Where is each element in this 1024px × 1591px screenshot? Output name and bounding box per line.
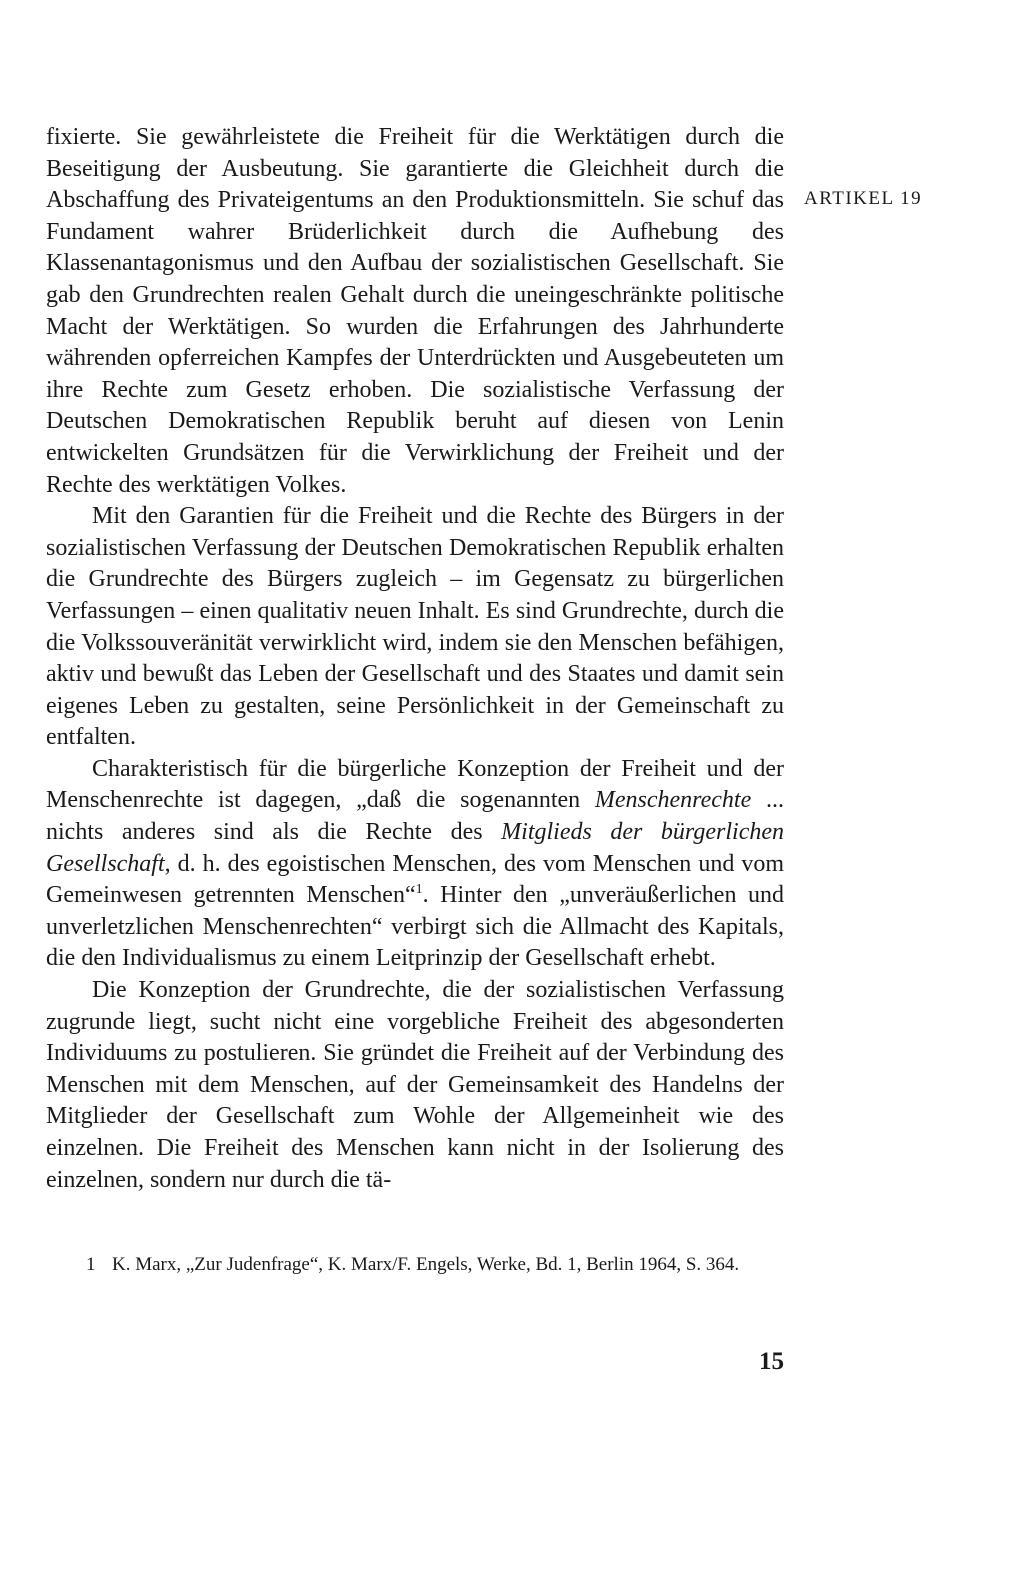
paragraph-text: Die Konzeption der Grundrechte, die der sozialistischen Verfassung zugrunde liegt, sucht nicht eine vorgebliche Freiheit des abgesonderten Individuums zu postulieren. Sie gründet die Freiheit auf der Verbindung des Menschen mit dem Menschen, auf der Gemeinsamkeit des Handelns der Mitglieder der Gesellschaft zum Wohle der Allgemeinheit wie des einzelnen. Die Freiheit des Menschen kann nicht in der Isolierung des einzelnen, sondern nur durch die tä- xyxy=(46,977,784,1193)
paragraph-text: Mit den Garantien für die Freiheit und die Rechte des Bürgers in der sozialistischen Verfassung der Deutschen Demokratischen Republik erhalten die Grundrechte des Bürgers zugleich – im Gegensatz zu bürgerlichen Verfassungen – einen qualitativ neuen Inhalt. Es sind Grundrechte, durch die die Volkssouveränität verwirklicht wird, indem sie den Menschen befähigen, aktiv und bewußt das Leben der Gesellschaft und des Staates und damit sein eigenes Leben zu gestalten, seine Persönlichkeit in der Gemeinschaft zu entfalten. xyxy=(46,503,784,751)
page-number: 15 xyxy=(759,1348,784,1375)
paragraph-text: . Hinter den „unveräußerlichen und unverletzlichen Menschenrechten“ verbirgt sich die Allmacht des Kapitals, die den Individualismus zu einem Leitprinzip der Gesellschaft erhebt. xyxy=(46,882,785,972)
paragraph-text: fixierte. Sie gewährleistete die Freiheit für die Werktätigen durch die Beseitigung der Ausbeutung. Sie garantierte die Gleichheit durch die Abschaffung des Privateigentums an den Produktionsmitteln. Sie schuf das Fundament wahrer Brüderlichkeit durch die Aufhebung des Klassenantagonismus und den Aufbau der sozialistischen Gesellschaft. Sie gab den Grundrechten realen Gehalt durch die uneingeschränkte politische Macht der Werktätigen. So wurden die Erfahrungen des Jahrhunderte währenden opferreichen Kampfes der Unterdrückten und Ausgebeuteten um ihre Rechte zum Gesetz erhoben. Die sozialistische Verfassung der Deutschen Demokratischen Republik beruht auf diesen von Lenin entwickelten Grundsätzen für die Verwirklichung der Freiheit und der Rechte des werktätigen Volkes. xyxy=(46,124,784,498)
footnote xyxy=(46,1250,784,1279)
paragraph-1 xyxy=(46,122,784,501)
paragraph-2 xyxy=(46,501,784,754)
paragraph-3 xyxy=(46,754,784,975)
footnote-ref[interactable]: 1 xyxy=(415,882,423,898)
footnote-text: K. Marx, „Zur Judenfrage“, K. Marx/F. Engels, Werke, Bd. 1, Berlin 1964, S. 364. xyxy=(112,1254,740,1275)
italic-term: Mitglieds der bürgerlichen Gesellschaft xyxy=(46,819,785,877)
paragraph-text: Charakteristisch für die bürgerliche Konzeption der Freiheit und der Menschenrechte ist dagegen, „daß die sogenannten xyxy=(46,755,784,814)
paragraph-4 xyxy=(46,975,784,1196)
italic-term: Menschenrechte xyxy=(594,787,752,814)
margin-note-article: ARTIKEL 19 xyxy=(804,188,923,209)
body-text xyxy=(46,122,784,1196)
paragraph-text: , d. h. des egoistischen Menschen, des vom Menschen und vom Gemeinwesen getrennten Menschen“ xyxy=(46,850,784,909)
paragraph-text: ... nichts anderes sind als die Rechte des xyxy=(46,787,784,846)
footnote-number: 1 xyxy=(86,1254,96,1275)
